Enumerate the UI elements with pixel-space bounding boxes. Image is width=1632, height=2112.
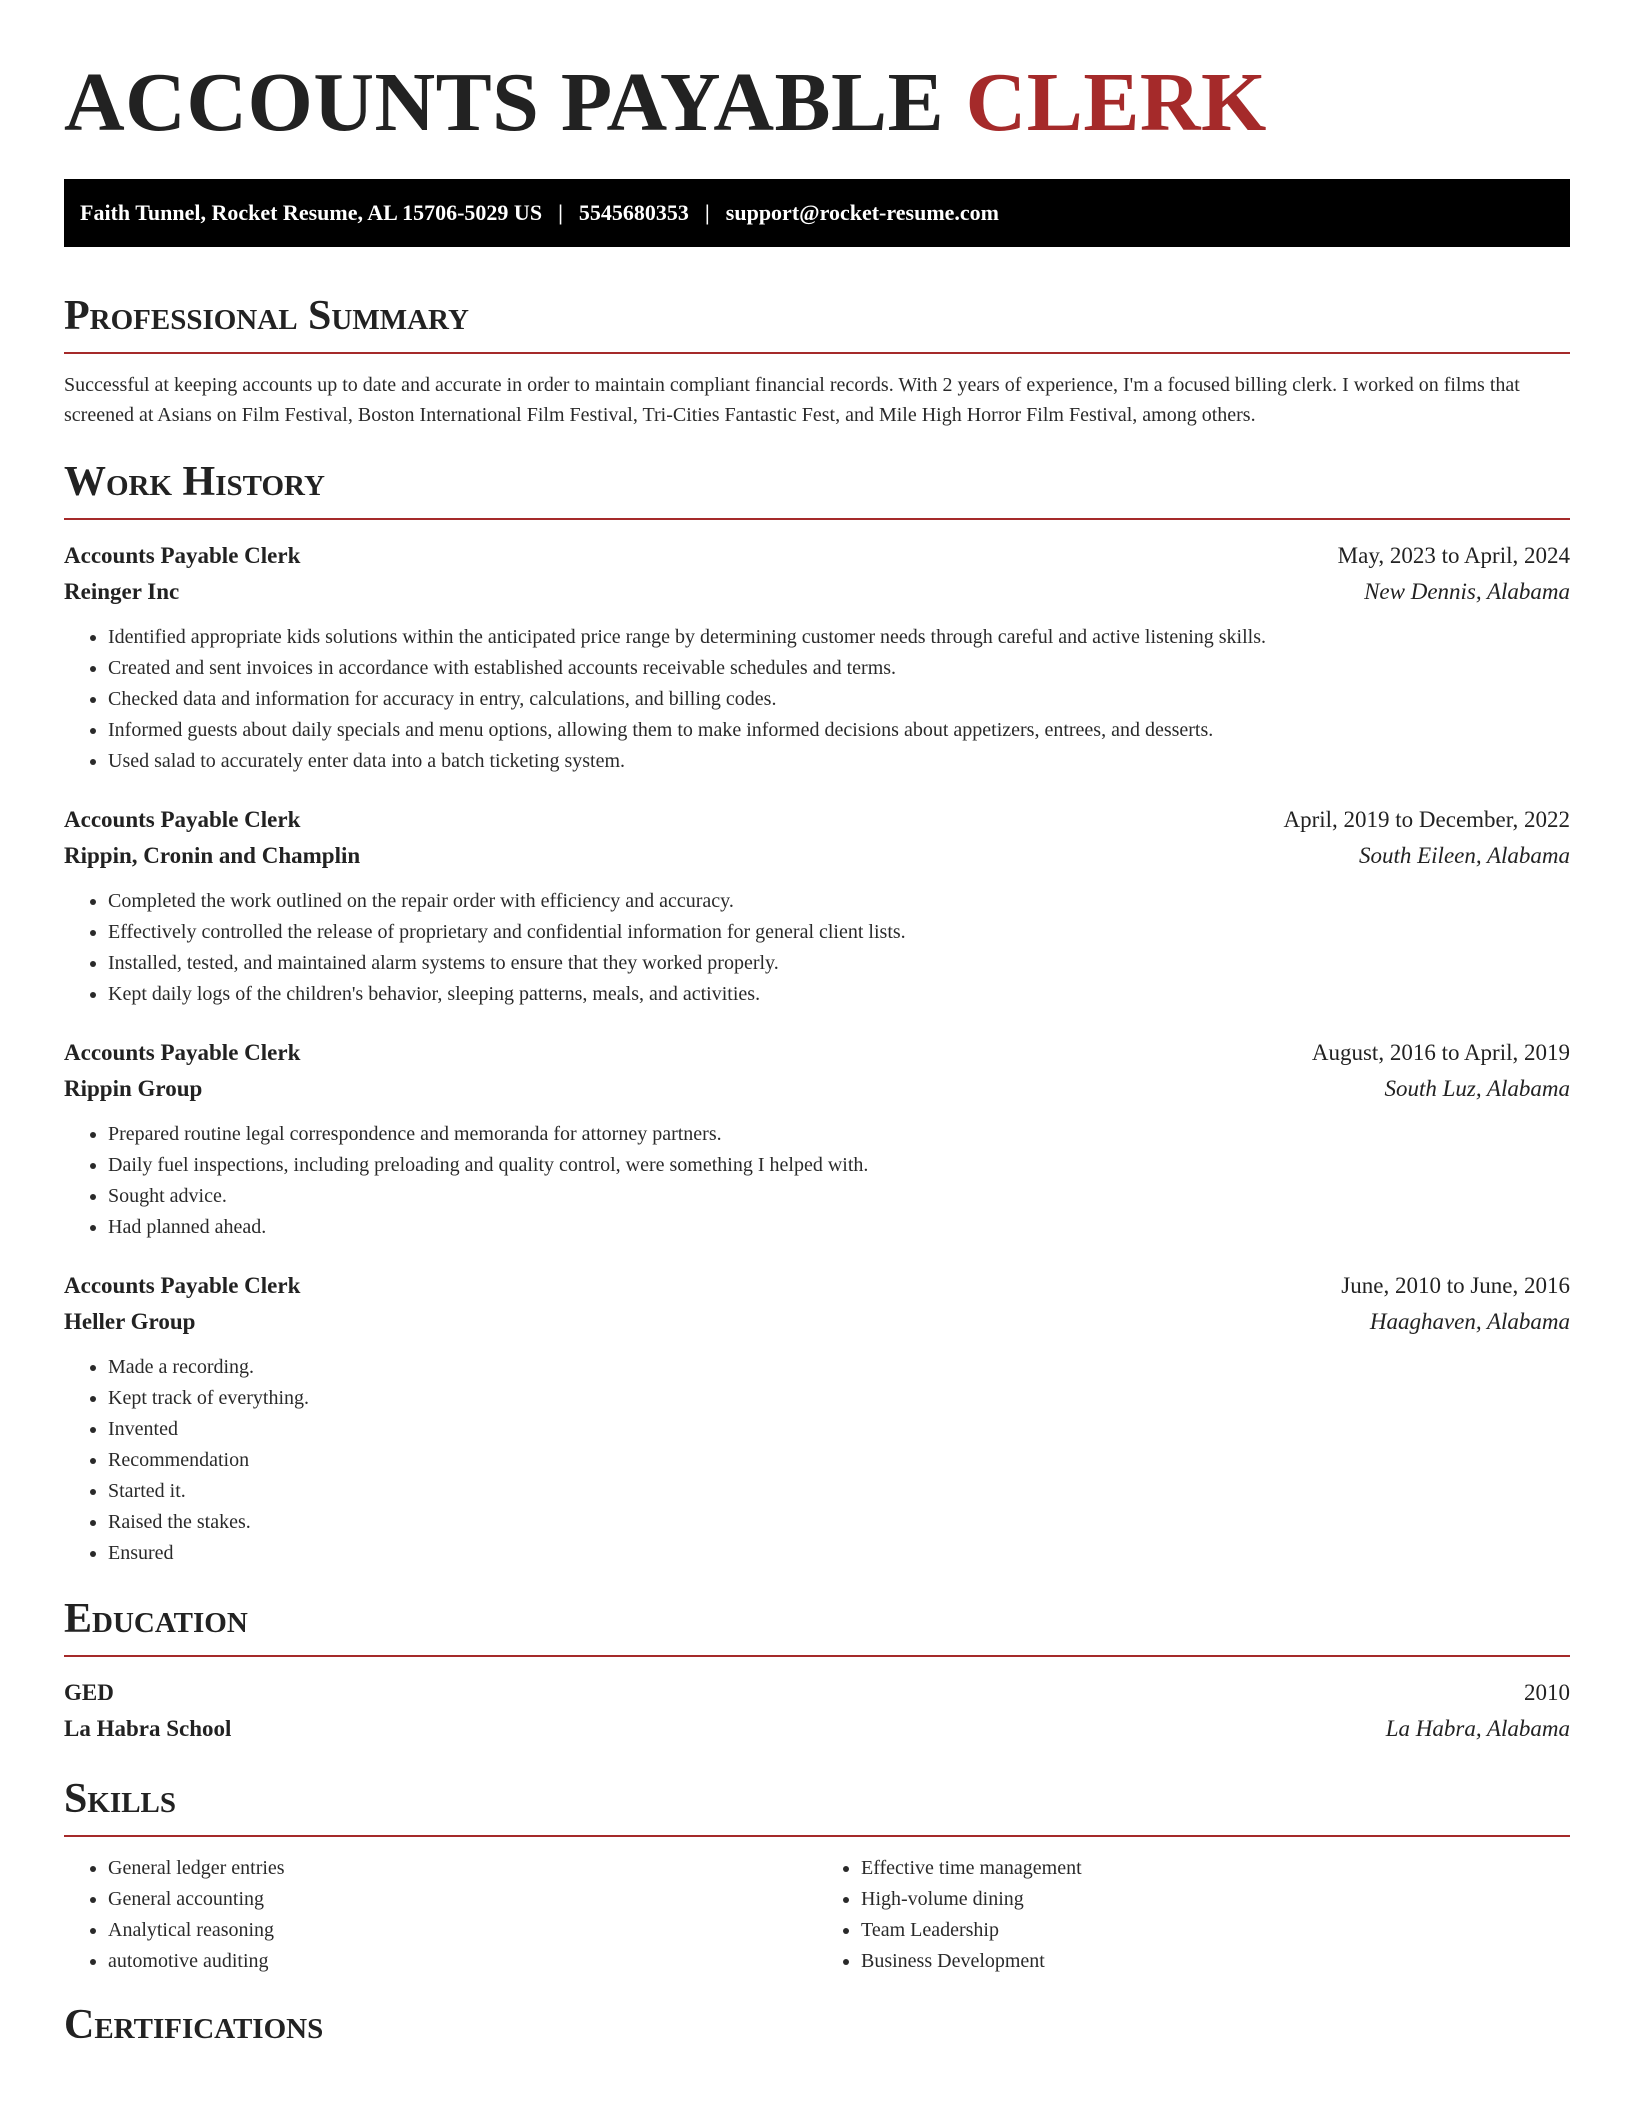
job-dates: May, 2023 to April, 2024 (1337, 543, 1570, 568)
title-main: ACCOUNTS PAYABLE (64, 56, 945, 149)
education-location: La Habra, Alabama (1385, 1716, 1570, 1741)
job-header-row (64, 1268, 1570, 1304)
job-company: Rippin, Cronin and Champlin (64, 843, 361, 868)
job-bullet: • Recommendation (108, 1445, 1570, 1476)
job-bullets (64, 1352, 1570, 1569)
job-bullets (64, 886, 1570, 1010)
job-bullet: • Made a recording. (108, 1352, 1570, 1383)
job-bullet: • Kept track of everything. (108, 1383, 1570, 1414)
summary-text: Successful at keeping accounts up to date and accurate in order to maintain compliant financial records. With 2 years of experience, I'm a focused billing clerk. I worked on films that screened at Asians on Film Festival, Boston International Film Festival, Tri-Cities Fantastic Fest, and Mile High Horror Film Festival, among others. (64, 374, 1520, 426)
job-entry (64, 1268, 1570, 1569)
job-title: Accounts Payable Clerk (64, 1273, 301, 1298)
job-header-row (64, 802, 1570, 838)
certifications-section (64, 2001, 1570, 2061)
job-company: Heller Group (64, 1309, 196, 1334)
contact-phone: 5545680353 (578, 200, 689, 225)
job-bullets (64, 622, 1570, 777)
job-location: South Eileen, Alabama (1358, 843, 1570, 868)
job-dates: April, 2019 to December, 2022 (1283, 807, 1570, 832)
job-header-row (64, 538, 1570, 574)
section-heading-certifications: Certifications (64, 2002, 324, 2048)
resume-title (64, 0, 1570, 150)
job-location: New Dennis, Alabama (1364, 579, 1570, 604)
job-bullet: • Sought advice. (108, 1181, 1570, 1212)
job-entry (64, 802, 1570, 1010)
skills-section (64, 1775, 1570, 1977)
skill-item: • General ledger entries (108, 1853, 817, 1884)
section-heading-work-history: Work History (64, 458, 1570, 520)
job-bullet: • Created and sent invoices in accordance with established accounts receivable schedules and terms. (108, 653, 1570, 684)
section-heading-summary: Professional Summary (64, 292, 1570, 354)
job-title: Accounts Payable Clerk (64, 1040, 301, 1065)
job-bullet: • Invented (108, 1414, 1570, 1445)
job-entry (64, 1035, 1570, 1243)
section-heading-education: Education (64, 1595, 1570, 1657)
job-bullet: • Completed the work outlined on the repair order with efficiency and accuracy. (108, 886, 1570, 917)
job-bullets (64, 1119, 1570, 1243)
education-section (64, 1595, 1570, 1747)
job-dates: August, 2016 to April, 2019 (1311, 1040, 1570, 1065)
education-year: 2010 (1524, 1680, 1570, 1705)
job-bullet: • Prepared routine legal correspondence and memoranda for attorney partners. (108, 1119, 1570, 1150)
job-bullet: • Informed guests about daily specials and menu options, allowing them to make informed decisions about appetizers, entrees, and desserts. (108, 715, 1570, 746)
job-title: Accounts Payable Clerk (64, 807, 301, 832)
contact-separator: | (704, 200, 710, 225)
job-entry (64, 538, 1570, 777)
education-degree-row (64, 1675, 1570, 1711)
job-bullet: • Ensured (108, 1538, 1570, 1569)
education-school-row (64, 1711, 1570, 1747)
contact-bar (64, 179, 1570, 247)
skills-grid (64, 1853, 1570, 1977)
work-history-section (64, 458, 1570, 1569)
job-bullet: • Daily fuel inspections, including preloading and quality control, were something I helped with. (108, 1150, 1570, 1181)
job-bullet: • Installed, tested, and maintained alarm systems to ensure that they worked properly. (108, 948, 1570, 979)
education-school: La Habra School (64, 1716, 232, 1741)
resume-content (64, 0, 1570, 2061)
skill-item: • automotive auditing (108, 1946, 817, 1977)
job-company: Reinger Inc (64, 579, 180, 604)
job-bullet: • Used salad to accurately enter data into a batch ticketing system. (108, 746, 1570, 777)
job-bullet: • Raised the stakes. (108, 1507, 1570, 1538)
job-bullet: • Started it. (108, 1476, 1570, 1507)
job-bullet: • Identified appropriate kids solutions within the anticipated price range by determining customer needs through careful and active listening skills. (108, 622, 1570, 653)
job-header-row (64, 1035, 1570, 1071)
job-company-row (64, 574, 1570, 610)
contact-email: support@rocket-resume.com (725, 200, 999, 225)
skill-item: • Team Leadership (861, 1915, 1570, 1946)
job-company: Rippin Group (64, 1076, 203, 1101)
job-location: South Luz, Alabama (1384, 1076, 1570, 1101)
contact-separator: | (558, 200, 563, 225)
job-title: Accounts Payable Clerk (64, 543, 301, 568)
title-accent: CLERK (965, 56, 1267, 149)
skill-item: • Analytical reasoning (108, 1915, 817, 1946)
job-company-row (64, 1071, 1570, 1107)
job-bullet: • Had planned ahead. (108, 1212, 1570, 1243)
contact-address: Faith Tunnel, Rocket Resume, AL 15706-5029 US (80, 200, 543, 225)
skill-item: • Effective time management (861, 1853, 1570, 1884)
skill-item: • General accounting (108, 1884, 817, 1915)
summary-section (64, 292, 1570, 430)
job-location: Haaghaven, Alabama (1369, 1309, 1570, 1334)
job-bullet: • Checked data and information for accuracy in entry, calculations, and billing codes. (108, 684, 1570, 715)
job-company-row (64, 838, 1570, 874)
skills-column-right (817, 1853, 1570, 1977)
job-dates: June, 2010 to June, 2016 (1341, 1273, 1570, 1298)
skill-item: • High-volume dining (861, 1884, 1570, 1915)
job-bullet: • Kept daily logs of the children's behavior, sleeping patterns, meals, and activities. (108, 979, 1570, 1010)
job-company-row (64, 1304, 1570, 1340)
section-heading-skills: Skills (64, 1775, 1570, 1837)
skills-column-left (64, 1853, 817, 1977)
job-bullet: • Effectively controlled the release of proprietary and confidential information for general client lists. (108, 917, 1570, 948)
education-degree: GED (64, 1680, 114, 1705)
skill-item: • Business Development (861, 1946, 1570, 1977)
